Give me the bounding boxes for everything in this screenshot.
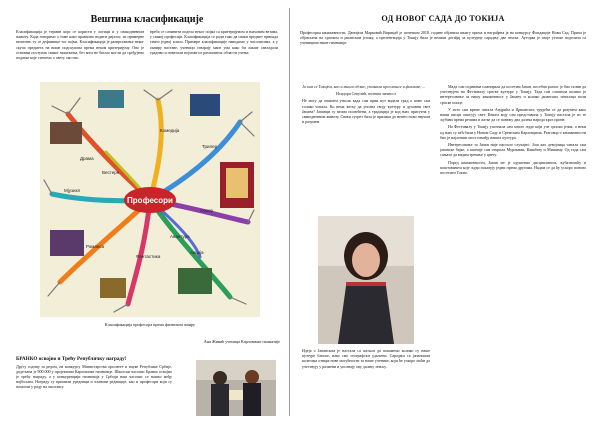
left-intro-col-1: Класификација је термин који се користи у логици и у свакодневном животу. Када говоримо о томе како правилно водити дијалог, из примерне вештине, ту се дефинише тог појма. Класификација је разврставање неког скупа предмета на више подскупова према неком критеријуму. Ово је основни поступак сваког мишљења, без кога не бисмо могли да сређујемо податке које стичемо о свету око нас. bbox=[16, 29, 144, 61]
mind-map-image bbox=[40, 82, 260, 317]
article-paragraph: Мада сам годинама планирала да посетим Јапан, посебан разлог је био позив да учествујем на Фестивалу српске културе у Токију. Тада сам схватила колико је интересовање за нашу књижевност у Јапану и колико јапанских читалаца воли српске писце. bbox=[440, 84, 586, 105]
article-paragraph: Поред књижевности, Јапан ме је одушевио дисциплином, љубазношћу и поштовањем које људи показују једни према другима. Надам се да ћу ускоро поново посетити Токио. bbox=[440, 159, 586, 176]
mind-map-label: Фантастика bbox=[136, 254, 161, 259]
mind-map-caption: Класификација професора према филмском жанру bbox=[104, 322, 196, 327]
article-column-1 bbox=[302, 84, 430, 212]
article-paragraph: Не могу да опишем утисак када сам први пут видела град о коме сам толико читала. Ко нема жељу да упозна своју културу и духовни свет Јапана? Јапанци су веома посвећени, а традиција је код њих присутна у свакодневном животу. Сваки сусрет била је прилика да нешто ново научим и разумем. bbox=[302, 98, 430, 125]
left-intro-text bbox=[16, 29, 278, 60]
mind-map-label: Авантура bbox=[170, 234, 190, 239]
article-paragraph: На Фестивалу у Токију упознала сам многе људе који уче српски језик, а неки од њих су већ били у Новом Саду и Сремским Карловцима. Разговор о књижевности био је најлепши мост између наших култура. bbox=[440, 124, 586, 140]
left-page-title: Вештина класификације bbox=[90, 14, 204, 25]
mind-map-label: Мјузикл bbox=[64, 188, 81, 193]
article-paragraph: Интересовање за Јапан није настало случајно. Још као девојчица читала сам јапанске бајке, а касније сам открила Мураками, Кавабату и Мишиму. Од тада сам сањала да видим трешње у цвету. bbox=[440, 142, 586, 158]
award-photo bbox=[196, 360, 276, 416]
article-paragraph: У исто сам време читала Андрића и Црњанског, трудећи се да разумем како наши писци описују свет. Књига коју сам представила у Токију настала је из те љубави према речима и жеље да се повежу два далека народа кроз приче. bbox=[440, 106, 586, 123]
left-intro-col-2: вреба се сачинити подела неког појма са критеријумом и њиховим везама, у свакој професији. Класификација се ради тако да сваки предмет припада тачно једној класи. Примере класификације наводимо у часописима, а у оквиру наставе, ученици стварају мапе ума како би лакше савладали градиво и повезали појмове из различитих области учења. bbox=[150, 29, 278, 55]
mind-map-label: Трилер bbox=[202, 144, 218, 149]
article-column-2 bbox=[440, 84, 586, 416]
column-divider bbox=[289, 8, 290, 416]
mind-map-label: Драма bbox=[80, 156, 94, 161]
mind-map-label: Акција bbox=[190, 250, 204, 255]
mind-map-label: Вестерн bbox=[102, 170, 120, 175]
award-headline: БРАНКО освојио и Трећу Републичку награду! bbox=[16, 356, 127, 362]
article-intro: Професорка књижевности, Данијела Марковић Вирицаб је почетком 2018. године објавила књигу прича и награђена је на конкурсу Фондације Нови Сад. Прича је објављена на српском и јапанском језику, а презентација у Токију била је велики догађај за културну сарадњу две земље. Ауторка је своје утиске поделила са ученицима наше гимназије. bbox=[300, 30, 586, 46]
award-text: Другу годину за редом, на конкурсу Министарства просвете и науке Републике Србије, додељена је 900.000 у пројектима Карловачке гимназије. Школски часопис Бранко освојио је трећу награду, а у конкуренцији гимназија у Србији наш часопис се нашао међу најбољим. Награду су примили уредници и чланови редакције, као и професори који су помогли у раду на часопису. bbox=[16, 364, 172, 390]
mind-map-credit: Ана Живић ученица Карловачке гимназије bbox=[203, 339, 280, 344]
mind-map-label: Хорор bbox=[200, 208, 213, 213]
article-column-1-bottom bbox=[302, 348, 430, 416]
quote-signature: Исидора Секулић, позната личност bbox=[336, 91, 396, 97]
mind-map-label: Романса bbox=[86, 244, 105, 249]
mind-map-label: Комедија bbox=[160, 128, 180, 133]
article-paragraph: Идеја о Јапанском је настала са жељом да покажемо колико су наше културе блиске, иако смо географски удаљени. Сарадња са јапанским колегама отвара нове могућности за наше ученике, који ће ускоро моћи да учествују у размени и упознају ову далеку земљу. bbox=[302, 348, 430, 369]
article-quote: Ја сам се Токијем, као и многи од вас, упознала кроз књиге и филмове, ... bbox=[302, 84, 426, 89]
right-page-title: ОД НОВОГ САДА ДО ТОКИЈА bbox=[381, 14, 505, 23]
mind-map-center-label: Професори bbox=[127, 196, 173, 205]
author-photo bbox=[318, 216, 414, 344]
